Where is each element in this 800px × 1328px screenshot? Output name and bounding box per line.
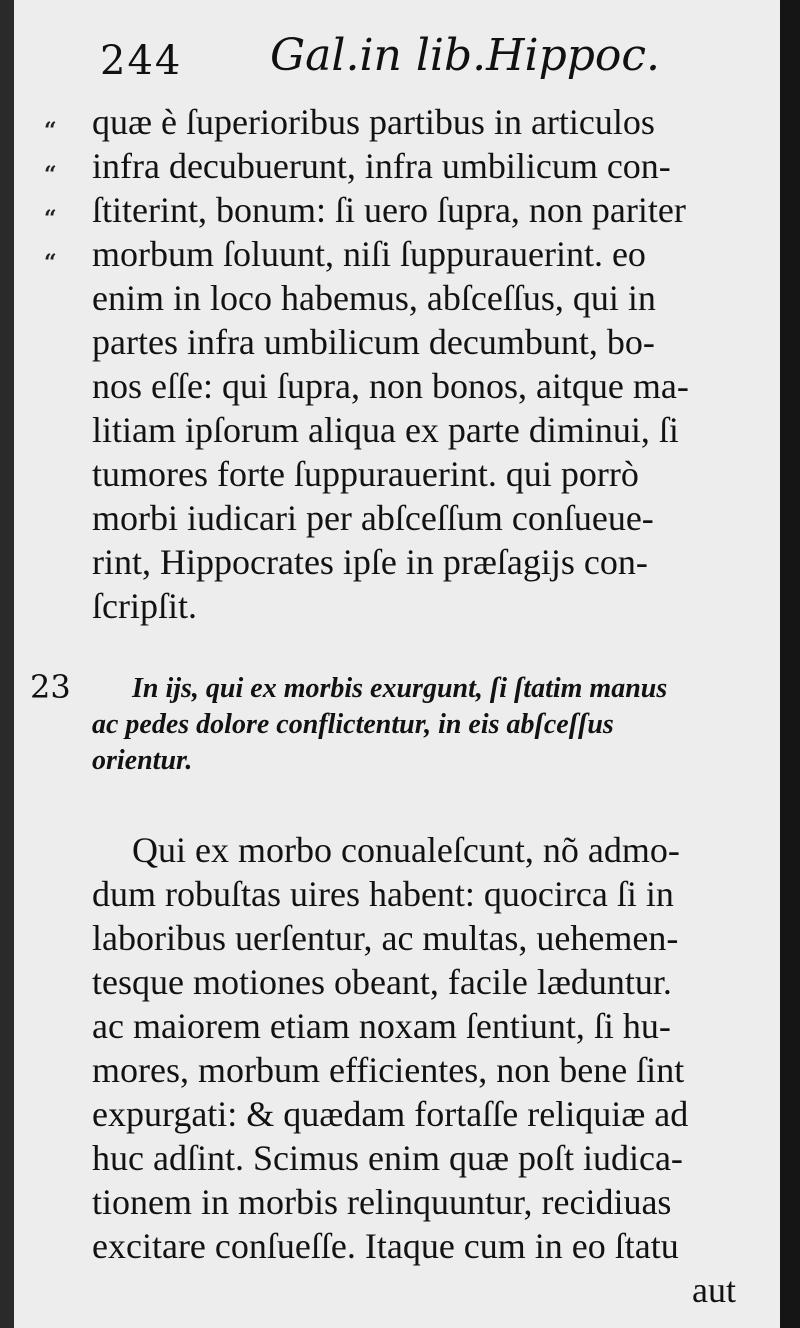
quote-mark: “ — [44, 250, 57, 276]
text-line: expurgati: & quædam fortaſſe reliquiæ ad — [92, 1094, 689, 1134]
text-line: enim in loco habemus, abſceſſus, qui in — [92, 278, 656, 318]
text-line: ſcripſit. — [92, 586, 197, 626]
text-line: huc adſint. Scimus enim quæ poſt iudica- — [92, 1138, 683, 1178]
text-line: nos eſſe: qui ſupra, non bonos, aitque ma- — [92, 366, 689, 406]
quote-mark: “ — [44, 118, 57, 144]
text-line: litiam ipſorum aliqua ex parte diminui, ſi — [92, 410, 679, 450]
text-line: mores, morbum efficientes, non bene ſint — [92, 1050, 685, 1090]
page-header — [100, 30, 740, 90]
page-edge-shadow — [780, 0, 800, 1328]
quote-mark: “ — [44, 206, 57, 232]
aphorism-line: In ijs, qui ex morbis exurgunt, ſi ſtatim manus — [132, 673, 668, 704]
catchword: aut — [692, 1270, 736, 1310]
quote-mark: “ — [44, 162, 57, 188]
running-title: Gal.in lib.Hippoc. — [270, 30, 661, 81]
text-line: partes infra umbilicum decumbunt, bo- — [92, 322, 655, 362]
text-line: ac maiorem etiam noxam ſentiunt, ſi hu- — [92, 1006, 671, 1046]
text-line: morbum ſoluunt, niſi ſuppurauerint. eo — [92, 234, 646, 274]
page-number: 244 — [100, 38, 183, 84]
text-line: rint, Hippocrates ipſe in præſagijs con- — [92, 542, 648, 582]
aphorism-line: ac pedes dolore conflictentur, in eis abſceſſus — [92, 709, 614, 740]
text-line: excitare conſueſſe. Itaque cum in eo ſtatu — [92, 1226, 679, 1266]
page-gutter-shadow — [0, 0, 14, 1328]
text-line: tionem in morbis relinquuntur, recidiuas — [92, 1182, 672, 1222]
text-line: ſtiterint, bonum: ſi uero ſupra, non pariter — [92, 190, 686, 230]
text-line: tumores forte ſuppurauerint. qui porrò — [92, 454, 639, 494]
aphorism-line: orientur. — [92, 745, 193, 776]
book-page — [14, 0, 780, 1328]
text-line: morbi iudicari per abſceſſum conſueue- — [92, 498, 654, 538]
text-line: infra decubuerunt, infra umbilicum con- — [92, 146, 671, 186]
text-line: Qui ex morbo conualeſcunt, nõ admo- — [132, 830, 680, 870]
text-line: laboribus uerſentur, ac multas, uehemen- — [92, 918, 679, 958]
text-line: tesque motiones obeant, facile læduntur. — [92, 962, 672, 1002]
aphorism-number: 23 — [30, 668, 71, 706]
text-line: quæ è ſuperioribus partibus in articulos — [92, 102, 655, 142]
text-line: dum robuſtas uires habent: quocirca ſi in — [92, 874, 674, 914]
